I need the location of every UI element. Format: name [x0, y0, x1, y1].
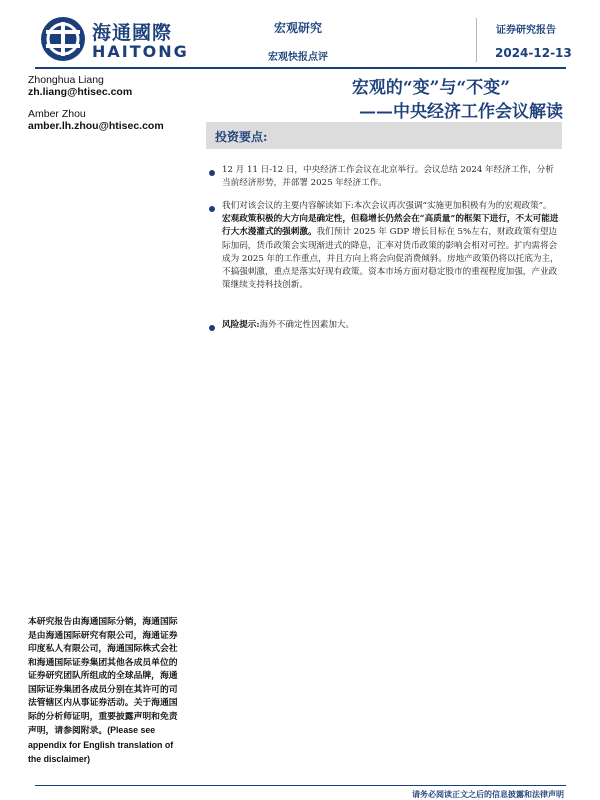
haitong-logo: [40, 16, 189, 62]
paragraph-intro: 我们对该会议的主要内容解读如下:本次会议再次强调“实施更加积极有为的宏观政策”。: [222, 201, 552, 211]
logo-english-text: HAITONG: [92, 42, 189, 61]
disclaimer-english: (Please see appendix for English translation of the disclaimer): [28, 725, 174, 764]
disclaimer-chinese: 本研究报告由海通国际分销，海通国际是由海通国际研究有限公司，海通证券印度私人有限公司，海通国际株式会社和海通国际证券集团其他各成员单位的证券研究团队所组成的全球品牌，海通国际证券集团各成员分别在其许可的司法管辖区内从事证券活动。关于海通国际的分析师证明，重要披露声明和免责声明，请参阅附录。: [28, 617, 178, 736]
summary-paragraph: 12 月 11 日-12 日，中央经济工作会议在北京举行。会议总结 2024 年经济工作，分析当前经济形势，并部署 2025 年经济工作。: [222, 165, 554, 189]
logo-chinese-text: 海通國際: [92, 22, 173, 44]
footer-rule: [35, 785, 566, 786]
bullet-icon: [209, 170, 215, 176]
report-subtitle: ——中央经济工作会议解读: [359, 102, 563, 122]
bullet-icon: [209, 206, 215, 212]
report-type: 证券研究报告: [496, 25, 556, 36]
haitong-logo-icon: [40, 16, 86, 62]
report-category: 宏观研究: [274, 21, 323, 35]
bullet-icon: [209, 325, 215, 331]
report-subcategory: 宏观快报点评: [268, 52, 328, 63]
footer-notice: 请务必阅读正文之后的信息披露和法律声明: [412, 789, 564, 799]
risk-label: 风险提示:: [222, 320, 260, 330]
summary-heading: 投资要点:: [215, 130, 268, 144]
report-date: 2024-12-13: [495, 46, 572, 60]
author-name: Zhonghua Liang: [28, 74, 104, 86]
paragraph-detail: 我们预计 2025 年 GDP 增长目标在 5%左右，财政政策有望边际加码，货币政策会实现渐进式的降息，汇率对货币政策的影响会相对可控。扩内需将会成为 2025 年的工作重点，并且方向上将会向促消费倾斜。房地产政策仍将以托底为主，不搞强刺激，重点是落实好现有政策。资本市场方面对稳定股市的重视程度加强，产业政策继续支持科技创新。: [222, 227, 559, 291]
author-name: Amber Zhou: [28, 108, 86, 120]
author-email[interactable]: zh.liang@htisec.com: [28, 86, 133, 98]
risk-paragraph: [222, 319, 560, 332]
header-rule: [35, 67, 566, 69]
paragraph-key-point: 宏观政策积极的大方向是确定性，但稳增长仍然会在“高质量”的框架下进行，不太可能进行大水漫灌式的强刺激。: [222, 214, 559, 238]
disclaimer: [28, 616, 180, 768]
summary-paragraph: [222, 200, 560, 292]
report-title: 宏观的“变”与“不变”: [351, 78, 510, 98]
risk-text: 海外不确定性因素加大。: [259, 320, 355, 330]
header-divider: [476, 18, 477, 62]
summary-heading-bar: [206, 122, 562, 149]
author-email[interactable]: amber.lh.zhou@htisec.com: [28, 120, 164, 132]
